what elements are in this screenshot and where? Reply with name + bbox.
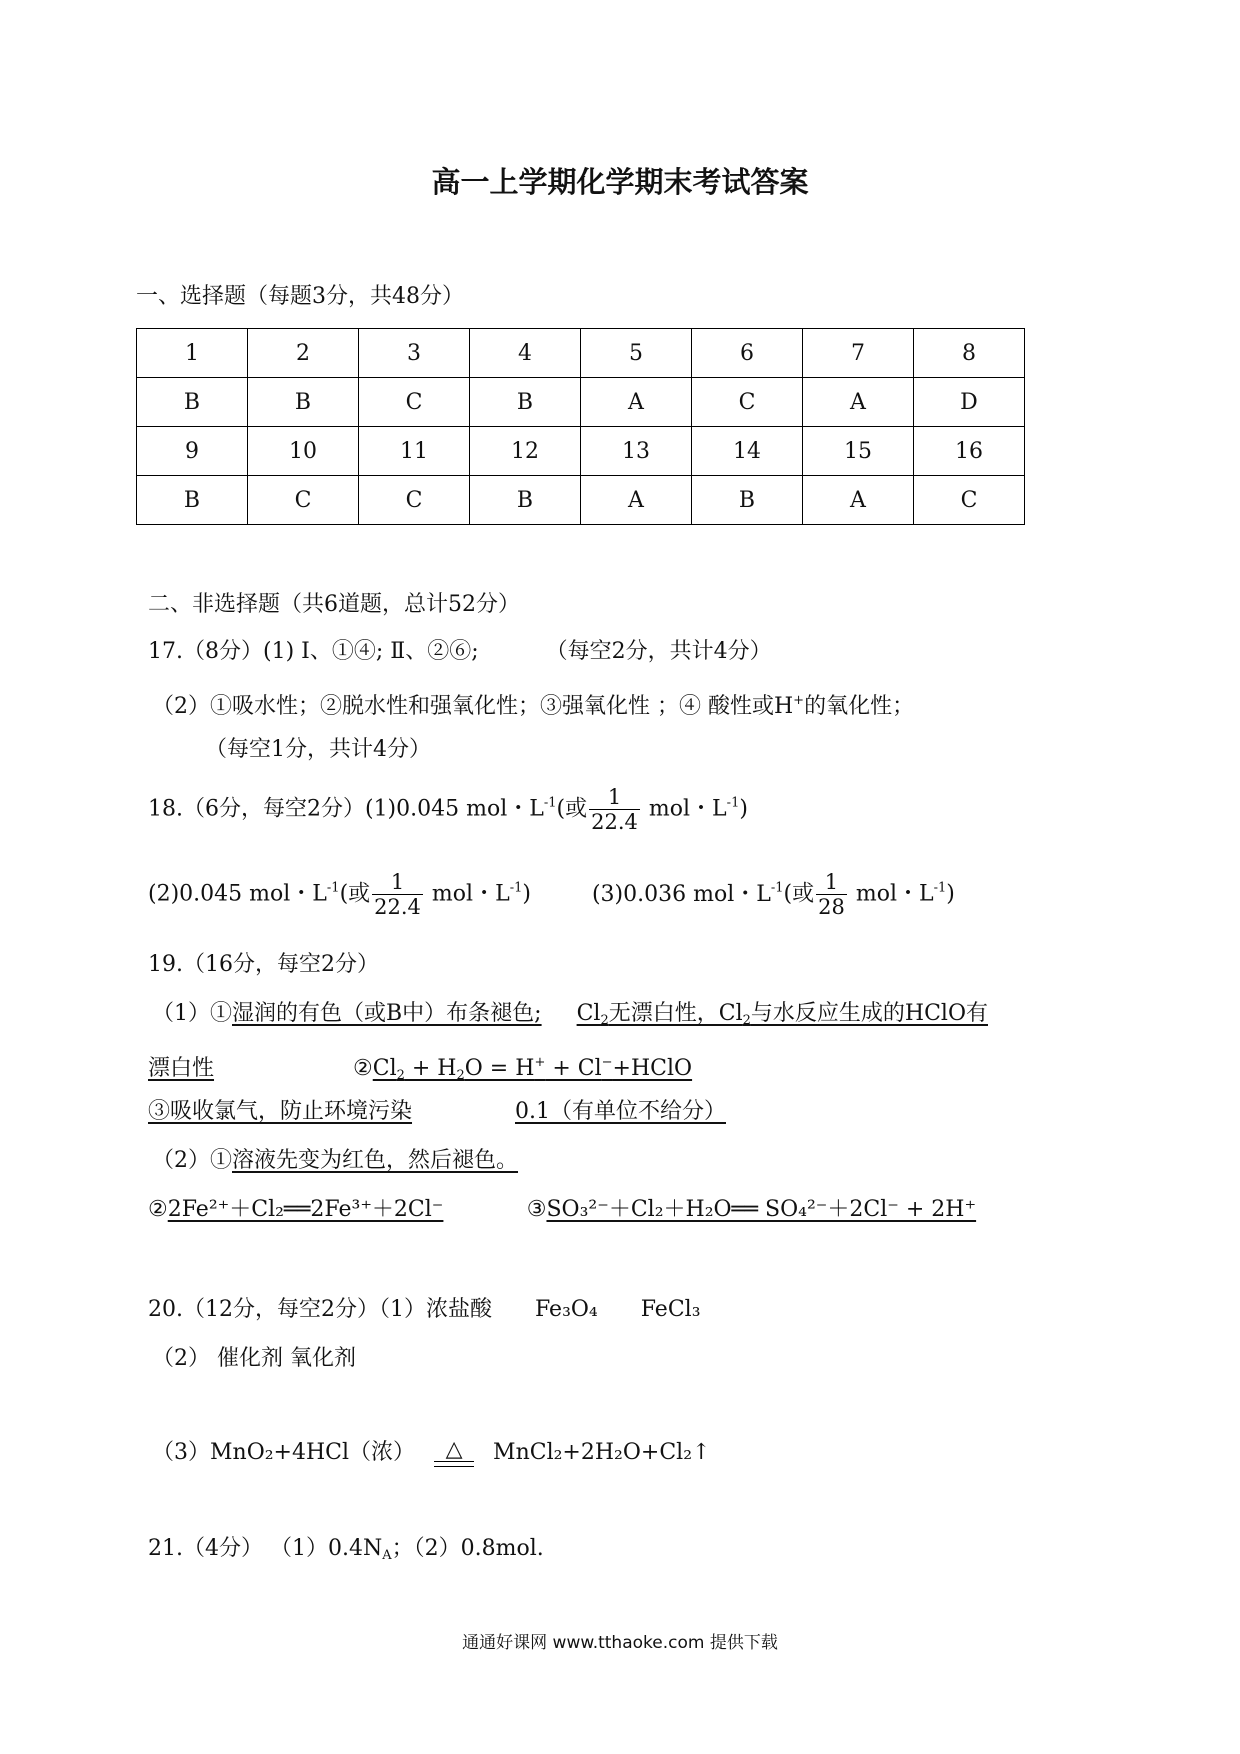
page-title: 高一上学期化学期末考试答案 [431,165,809,199]
q18-part2: (2)0.045 mol・L [148,881,327,907]
table-cell: 11 [359,427,470,476]
table-cell: 12 [470,427,581,476]
q19-answer-3: ③吸收氯气，防止环境污染 [148,1099,413,1124]
q19-line4 [152,1146,518,1176]
exponent: -1 [326,880,340,896]
subscript: 2 [456,1068,465,1083]
table-cell: 5 [581,329,692,378]
q18-close: ) [946,881,955,907]
table-cell: 16 [914,427,1025,476]
table-cell: 8 [914,329,1025,378]
table-cell: 7 [803,329,914,378]
q18-close: ) [739,796,748,822]
q20-answer-3: FeCl₃ [640,1297,701,1322]
table-cell: 10 [248,427,359,476]
table-cell: B [692,476,803,525]
table-cell: D [914,378,1025,427]
q19-answer-1: 湿润的有色（或B中）布条褪色; [232,1001,542,1026]
text: Cl [372,1056,397,1081]
q19-prefix: ② [148,1197,168,1222]
table-cell: C [248,476,359,525]
q20-line2: （2） 催化剂 氧化剂 [152,1346,356,1371]
q19-line5 [148,1195,976,1225]
q18-line1 [148,785,748,834]
table-cell: 14 [692,427,803,476]
q19-line3 [148,1097,726,1127]
denominator: 22.4 [374,895,421,919]
table-cell: A [581,476,692,525]
table-cell: C [692,378,803,427]
q20-equation-right: MnCl₂+2H₂O+Cl₂↑ [493,1440,711,1465]
exponent: -1 [726,795,740,811]
table-cell: A [581,378,692,427]
table-cell: A [803,378,914,427]
superscript: + [793,693,805,708]
heating-condition [434,1439,474,1467]
exponent: -1 [509,880,523,896]
exponent: -1 [543,795,557,811]
q19-equation-1: 2Fe²⁺＋Cl₂══2Fe³⁺＋2Cl⁻ [167,1197,444,1222]
table-cell: B [137,476,248,525]
table-cell: B [470,378,581,427]
text: O = H [464,1056,535,1081]
q19-equation-2: SO₃²⁻＋Cl₂＋H₂O══ SO₄²⁻＋2Cl⁻ + 2H⁺ [546,1197,977,1222]
q20-answer-1: 20.（12分，每空2分）（1）浓盐酸 [148,1297,492,1322]
table-cell: 15 [803,427,914,476]
q17-line1 [148,637,772,667]
text: 与水反应生成的HClO有 [750,1001,988,1026]
table-cell: 4 [470,329,581,378]
subscript: 2 [600,1013,609,1028]
exponent: -1 [770,880,784,896]
q20-answer-2: Fe₃O₄ [534,1297,598,1322]
section2-heading: 二、非选择题（共6道题，总计52分） [148,592,520,617]
numerator: 1 [816,870,847,895]
table-cell: B [470,476,581,525]
table-cell: 6 [692,329,803,378]
subscript: 2 [396,1068,405,1083]
q21-line [148,1534,544,1571]
section1-heading: 一、选择题（每题3分，共48分） [136,284,464,309]
denominator: 22.4 [591,810,638,834]
q20-equation-left: （3）MnO₂+4HCl（浓） [152,1440,416,1465]
q19-line1 [152,999,988,1036]
q19-prefix: （2）① [152,1148,232,1173]
q20-line1 [148,1295,701,1325]
denominator: 28 [818,895,845,919]
numerator: 1 [589,785,640,810]
q18-unit: mol・L [431,881,510,907]
q19-prefix: ② [353,1056,373,1081]
text: + Cl [545,1056,602,1081]
table-cell: 9 [137,427,248,476]
q17-answer: 17.（8分）(1) Ⅰ、①④; Ⅱ、②⑥; [148,639,479,664]
q17-note: （每空2分，共计4分） [545,639,772,664]
table-cell: 13 [581,427,692,476]
delta-icon: △ [445,1437,463,1462]
fraction [589,785,640,834]
q19-equation [373,1056,692,1081]
table-cell: C [914,476,1025,525]
q17-part2: （2）①吸水性；②脱水性和强氧化性；③强氧化性 ；④ 酸性或H [152,694,794,719]
table-row [137,427,1025,476]
q18-line2 [148,870,955,919]
q19-prefix: ③ [526,1197,547,1222]
table-cell: 2 [248,329,359,378]
q21-text: 21.（4分） （1）0.4N [148,1536,383,1561]
text: + H [404,1056,457,1081]
q18-or: (或 [556,796,588,822]
exponent: -1 [933,880,947,896]
table-row [137,329,1025,378]
table-cell: C [359,378,470,427]
superscript: + [534,1055,546,1070]
q19-answer-2-end: 漂白性 [148,1056,215,1081]
q21-rest: ；（2）0.8mol. [391,1536,544,1561]
q19-answer-2 [577,1001,988,1026]
superscript: − [601,1055,613,1070]
table-cell: 1 [137,329,248,378]
q20-line3 [152,1438,710,1468]
table-row [137,476,1025,525]
q18-unit: mol・L [855,881,934,907]
text: 无漂白性，Cl [608,1001,743,1026]
q18-part3: (3)0.036 mol・L [591,881,771,907]
text: Cl [576,1001,601,1026]
q18-unit: mol・L [648,796,727,822]
table-row [137,378,1025,427]
table-cell: B [248,378,359,427]
fraction [372,870,423,919]
q17-part2-end: 的氧化性； [804,694,915,719]
q19-answer-5: 溶液先变为红色，然后褪色。 [232,1148,519,1173]
text: +HClO [612,1056,693,1081]
q17-line3: （每空1分，共计4分） [205,737,431,762]
fraction [816,870,847,919]
q18-or: (或 [339,881,371,907]
q19-prefix: （1）① [152,1001,232,1026]
q18-or: (或 [783,881,815,907]
table-cell: 3 [359,329,470,378]
table-cell: A [803,476,914,525]
q19-line2 [148,1048,692,1091]
footer: 通通好课网 www.tthaoke.com 提供下载 [462,1633,778,1653]
answer-table [136,328,1025,525]
table-cell: C [359,476,470,525]
table-cell: B [137,378,248,427]
q18-part1: 18.（6分，每空2分）(1)0.045 mol・L [148,796,544,822]
q19-heading: 19.（16分，每空2分） [148,952,379,977]
q18-close: ) [522,881,531,907]
q17-line2 [152,686,914,722]
numerator: 1 [372,870,423,895]
subscript: A [382,1548,392,1563]
q19-answer-4: 0.1（有单位不给分） [515,1099,726,1124]
subscript: 2 [742,1013,751,1028]
